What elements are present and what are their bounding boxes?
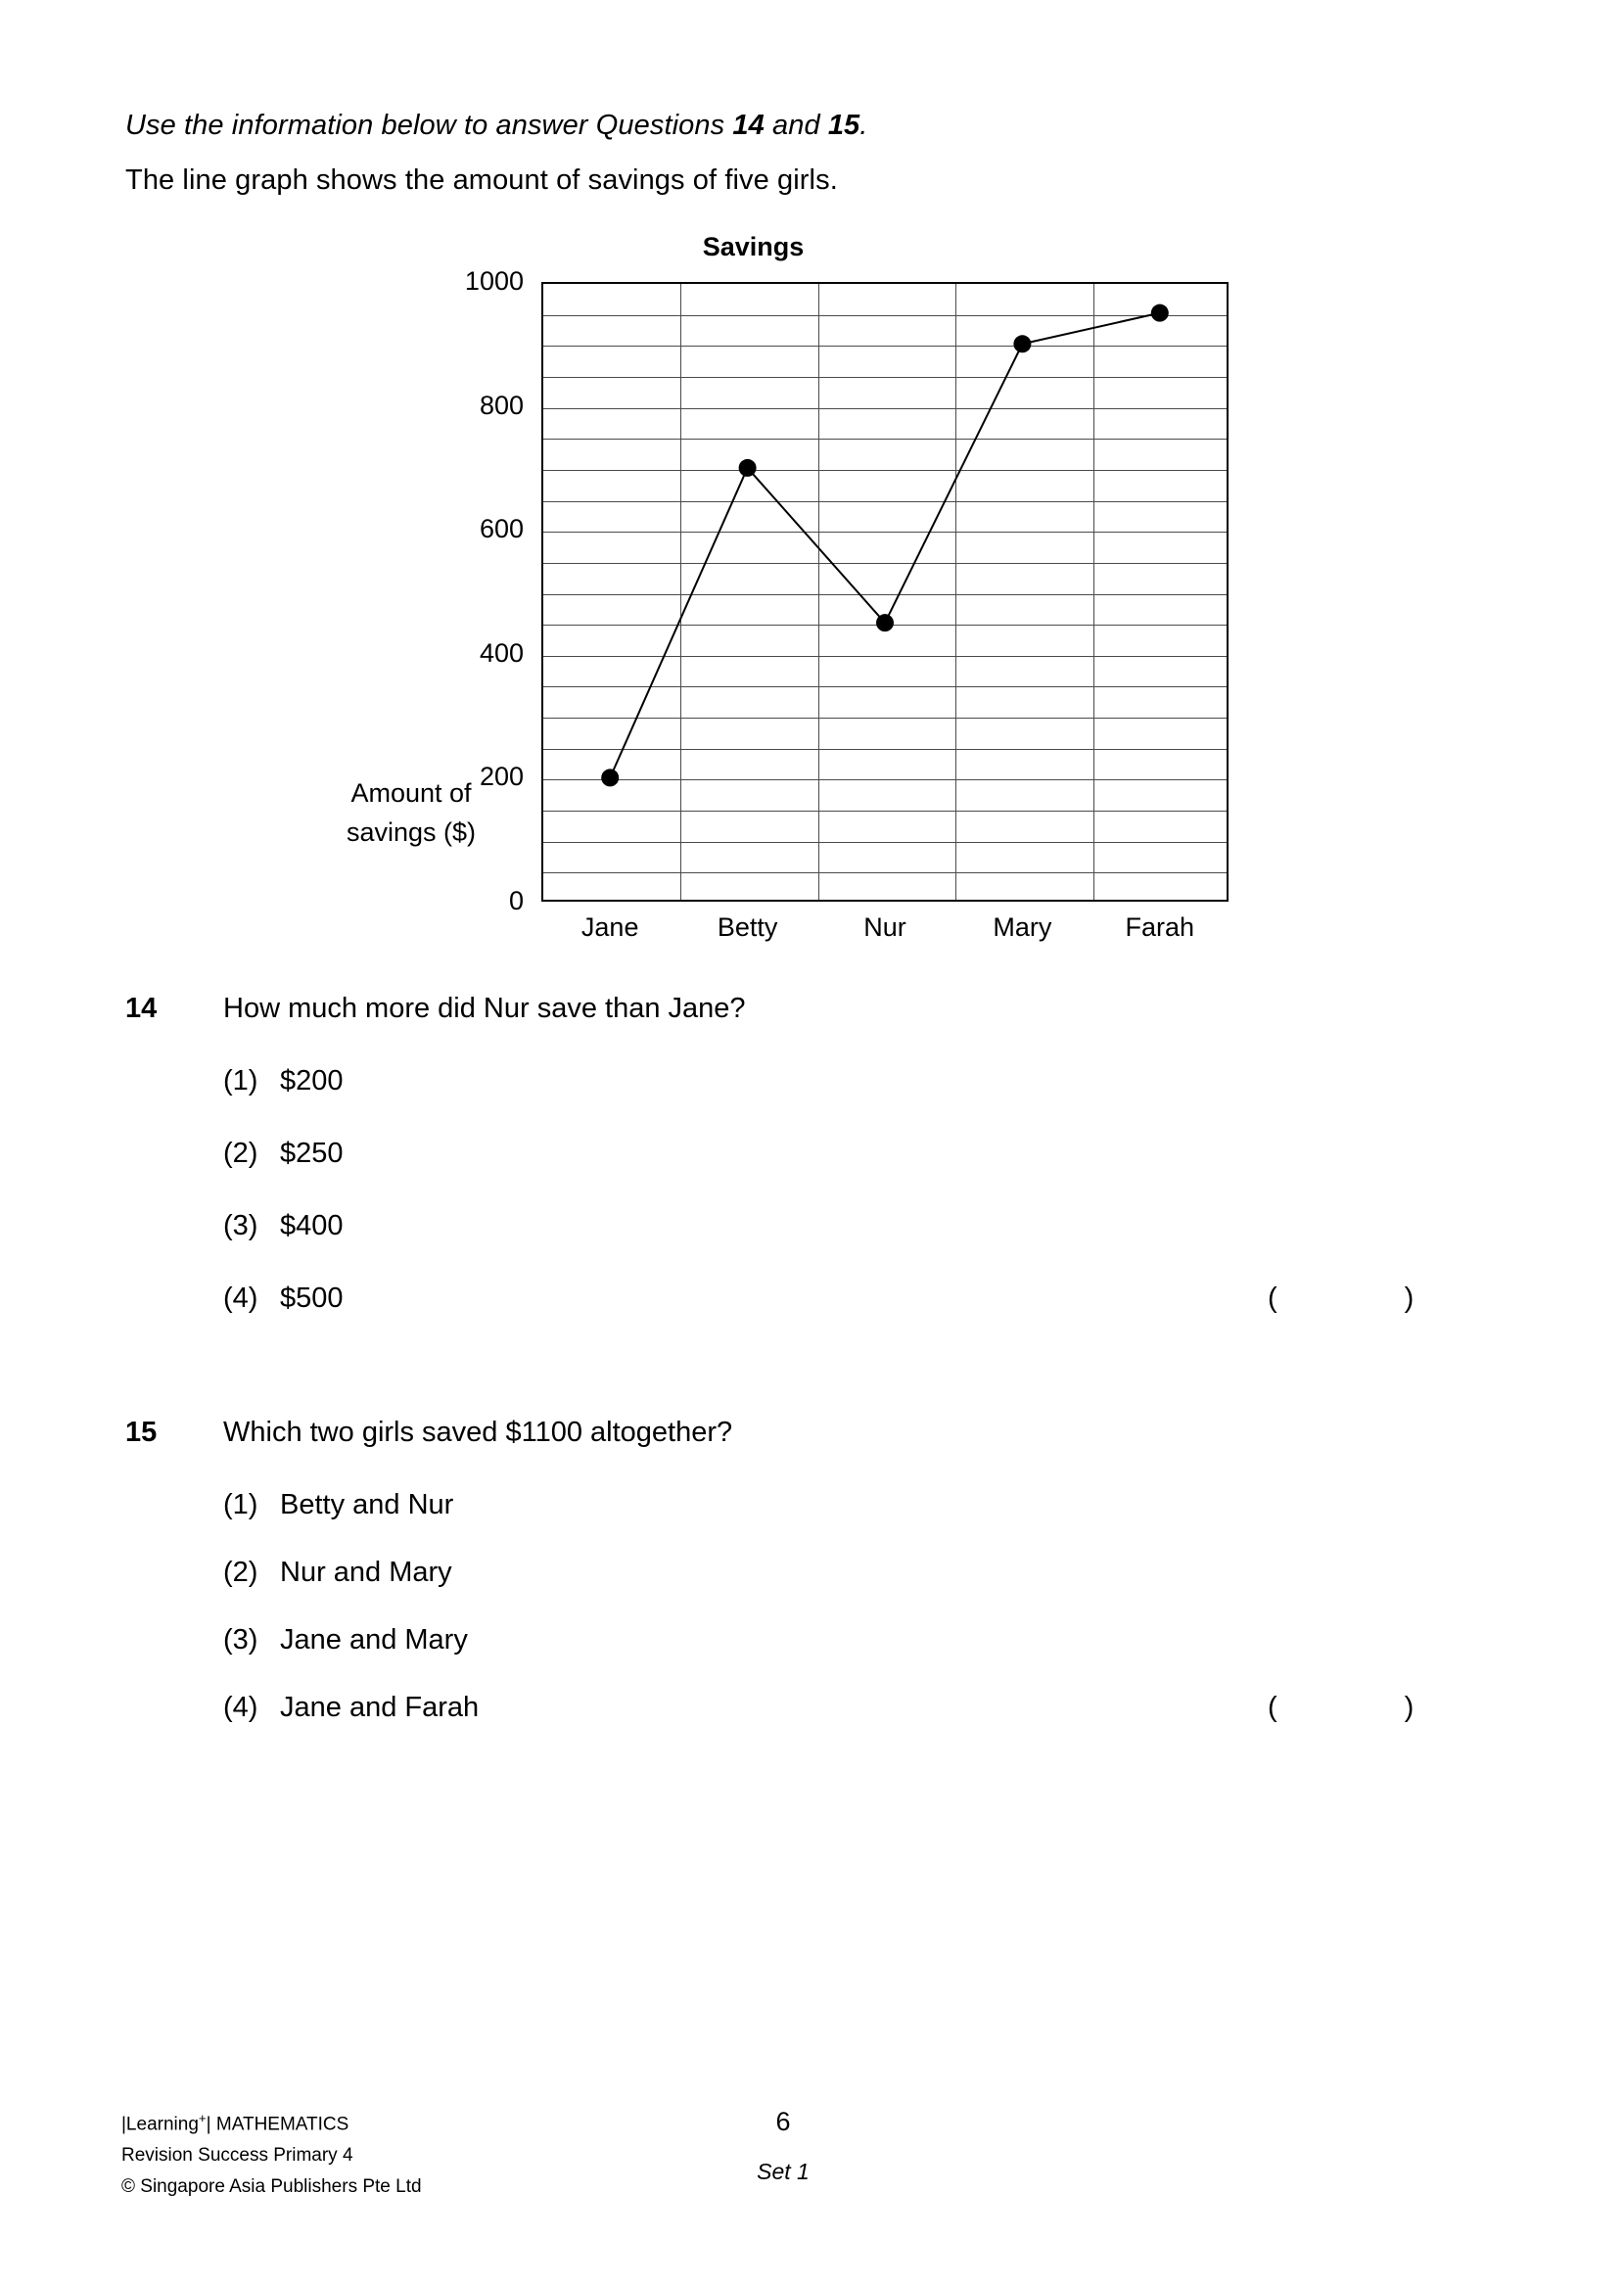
x-axis-tick-betty: Betty <box>717 912 778 942</box>
question-14-number: 14 <box>125 993 158 1024</box>
y-axis-title <box>299 773 524 852</box>
page-number: 6 <box>775 2107 791 2136</box>
footer-line-1 <box>121 2103 422 2140</box>
footer-publisher-info <box>121 2103 422 2203</box>
x-axis-tick-farah: Farah <box>1125 912 1195 942</box>
question-15-option-3-label: Jane and Mary <box>280 1624 468 1656</box>
question-15-option-2[interactable] <box>223 1557 452 1589</box>
instruction-question-1: 14 <box>732 110 765 141</box>
question-15-answer-box[interactable] <box>1268 1692 1414 1724</box>
question-14-answer-close: ) <box>1404 1283 1415 1314</box>
chart-line <box>610 313 1160 778</box>
y-axis-tick-1000: 1000 <box>464 266 524 296</box>
y-axis-title-line2: savings ($) <box>346 817 477 847</box>
y-axis-tick-600: 600 <box>479 514 524 544</box>
question-14-answer-open: ( <box>1268 1283 1277 1314</box>
y-axis-title-line1: Amount of <box>350 778 472 808</box>
footer-line-1-post: | MATHEMATICS <box>206 2114 349 2135</box>
y-axis-tick-0: 0 <box>508 886 524 915</box>
question-14-option-3-marker: (3) <box>223 1210 258 1241</box>
savings-line-chart <box>0 220 1624 964</box>
question-14-text: How much more did Nur save than Jane? <box>223 993 746 1024</box>
question-14-option-4[interactable] <box>223 1283 344 1315</box>
footer-line-3: © Singapore Asia Publishers Pte Ltd <box>121 2176 422 2198</box>
question-15-option-4-label: Jane and Farah <box>280 1692 480 1723</box>
question-14-option-1[interactable] <box>223 1065 344 1097</box>
footer-line-2: Revision Success Primary 4 <box>121 2145 353 2167</box>
question-15-option-2-label: Nur and Mary <box>280 1557 452 1588</box>
question-15-text: Which two girls saved $1100 altogether? <box>223 1417 733 1448</box>
graph-description: The line graph shows the amount of savings of five girls. <box>125 164 838 196</box>
y-axis-tick-200: 200 <box>479 762 524 792</box>
question-15-option-3-marker: (3) <box>223 1624 258 1656</box>
question-15-option-2-marker: (2) <box>223 1557 258 1588</box>
question-14-option-2-marker: (2) <box>223 1138 258 1169</box>
x-axis-tick-mary: Mary <box>993 912 1052 942</box>
question-14-option-4-marker: (4) <box>223 1283 258 1314</box>
footer-line-1-pre: |Learning <box>121 2114 199 2135</box>
chart-data-point-farah <box>1151 304 1169 322</box>
question-15-option-1-label: Betty and Nur <box>280 1489 454 1520</box>
y-axis-tick-400: 400 <box>479 637 524 668</box>
y-axis-tick-800: 800 <box>479 390 524 420</box>
question-14-option-2-label: $250 <box>280 1138 344 1169</box>
footer-line-1-sup: + <box>198 2111 207 2125</box>
question-15-option-1[interactable] <box>223 1489 453 1521</box>
question-14-option-4-label: $500 <box>280 1283 344 1314</box>
instruction-question-2: 15 <box>827 110 860 141</box>
chart-data-point-betty <box>739 459 757 477</box>
question-14-option-3-label: $400 <box>280 1210 344 1241</box>
question-14-option-2[interactable] <box>223 1138 344 1170</box>
question-15-option-3[interactable] <box>223 1624 468 1656</box>
question-14-option-1-label: $200 <box>280 1065 344 1096</box>
question-15-option-4[interactable] <box>223 1692 479 1724</box>
instruction-end: . <box>859 110 868 141</box>
question-14-option-1-marker: (1) <box>223 1065 258 1096</box>
instruction-text <box>125 110 867 142</box>
set-label: Set 1 <box>757 2159 810 2184</box>
instruction-mid: and <box>764 110 828 141</box>
question-15-option-1-marker: (1) <box>223 1489 258 1520</box>
chart-data-point-jane <box>601 769 619 786</box>
chart-data-point-nur <box>876 614 894 631</box>
chart-data-point-mary <box>1013 335 1031 352</box>
question-15-answer-close: ) <box>1404 1692 1415 1723</box>
question-15-number: 15 <box>125 1417 158 1448</box>
question-14-option-3[interactable] <box>223 1210 344 1242</box>
x-axis-tick-nur: Nur <box>863 912 906 942</box>
chart-title: Savings <box>702 232 805 261</box>
question-15-option-4-marker: (4) <box>223 1692 258 1723</box>
chart-series <box>541 282 1229 902</box>
x-axis-tick-jane: Jane <box>580 912 639 942</box>
question-15-answer-open: ( <box>1268 1692 1277 1723</box>
instruction-pre: Use the information below to answer Questions <box>125 110 733 141</box>
question-14-answer-box[interactable] <box>1268 1283 1414 1315</box>
